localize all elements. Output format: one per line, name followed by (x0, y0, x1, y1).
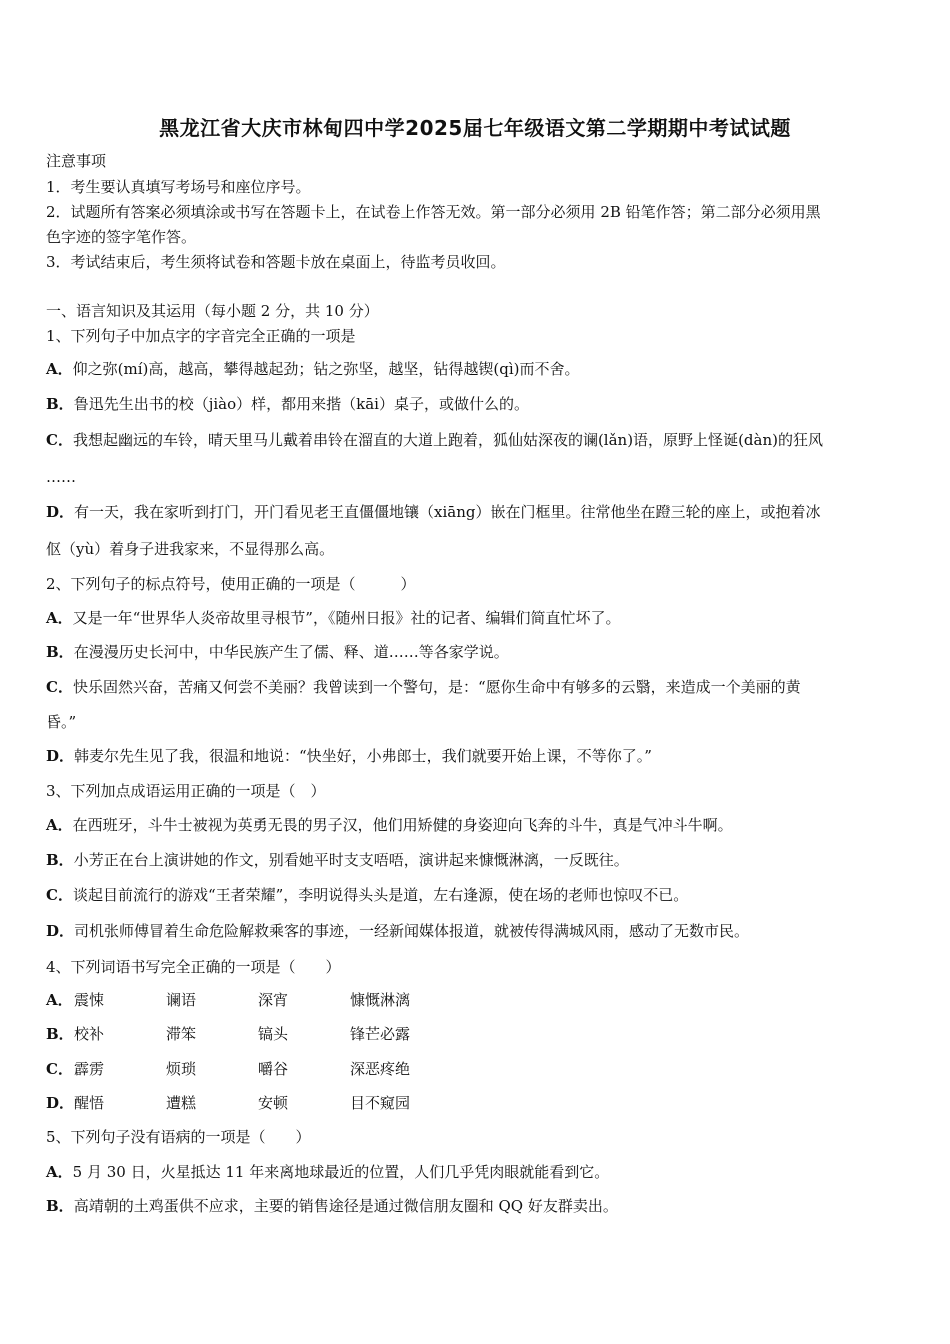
option-text: 鲁迅先生出书的校（jiào）样，都用来揩（kāi）桌子，或做什么的。 (73, 395, 529, 413)
page-title: 黑龙江省大庆市林甸四中学2025届七年级语文第二学期期中考试试题 (159, 116, 791, 140)
question-4-stem: 4、下列词语书写完全正确的一项是（ ） (46, 958, 341, 976)
question-3-option-a (46, 815, 733, 835)
option-text: 仰之弥(mí)高，越高，攀得越起劲；钻之弥坚，越坚，钻得越锲(qì)而不舍。 (72, 360, 580, 378)
option-label: B． (46, 1197, 74, 1215)
word: 嚼谷 (258, 1060, 289, 1078)
option-text: 快乐固然兴奋，苦痛又何尝不美丽？我曾读到一个警句，是：“愿你生命中有够多的云翳，来造成一个美丽的黄 (72, 678, 801, 696)
option-label: B． (46, 395, 74, 413)
option-text: 有一天，我在家听到打门，开门看见老王直僵僵地镶（xiāng）嵌在门框里。往常他坐在蹬三轮的座上，或抱着冰 (74, 503, 821, 521)
option-label: A． (46, 609, 73, 627)
option-text: 小芳正在台上演讲她的作文，别看她平时支支唔唔，演讲起来慷慨淋漓，一反既往。 (73, 851, 629, 869)
option-label: B． (46, 1025, 74, 1043)
word: 遭糕 (166, 1094, 197, 1112)
question-2-option-b (46, 642, 509, 662)
word: 醒悟 (74, 1094, 105, 1112)
section-heading: 一、语言知识及其运用（每小题 2 分，共 10 分） (46, 302, 379, 320)
word: 烦琐 (166, 1060, 197, 1078)
question-3-option-d (46, 921, 749, 941)
question-1-option-a (46, 359, 579, 379)
notice-item: 色字迹的签字笔作答。 (46, 228, 197, 246)
option-label: A． (46, 360, 73, 378)
option-label: C． (46, 431, 73, 449)
option-label: B． (46, 643, 74, 661)
option-text: 司机张师傅冒着生命危险解救乘客的事迹，一经新闻媒体报道，就被传得满城风雨，感动了无数市民。 (74, 922, 750, 940)
option-label: A． (46, 991, 73, 1009)
option-label: D． (46, 503, 75, 521)
option-text: 韩麦尔先生见了我，很温和地说：“快坐好，小弗郎士，我们就要开始上课，不等你了。” (74, 747, 652, 765)
word: 校补 (74, 1025, 105, 1043)
question-1-option-d (46, 502, 820, 522)
option-text: 谈起目前流行的游戏“王者荣耀”，李明说得头头是道，左右逢源，使在场的老师也惊叹不已。 (72, 886, 689, 904)
word: 目不窥园 (350, 1094, 411, 1112)
option-label: C． (46, 1060, 73, 1078)
question-5-option-b (46, 1196, 618, 1216)
word: 深恶疼绝 (350, 1060, 411, 1078)
question-2-option-d (46, 746, 652, 766)
question-3-stem: 3、下列加点成语运用正确的一项是（ ） (46, 782, 326, 800)
question-1-option-b (46, 394, 529, 414)
word: 镐头 (258, 1025, 289, 1043)
question-1-option-d-cont: 伛（yù）着身子进我家来，不显得那么高。 (46, 540, 335, 558)
option-label: D． (46, 747, 75, 765)
word: 谰语 (166, 991, 197, 1009)
option-label: D． (46, 1094, 75, 1112)
option-text: 在西班牙，斗牛士被视为英勇无畏的男子汉，他们用矫健的身姿迎向飞奔的斗牛，真是气冲斗牛啊。 (72, 816, 733, 834)
question-5-stem: 5、下列句子没有语病的一项是（ ） (46, 1128, 311, 1146)
question-1-stem: 1、下列句子中加点字的字音完全正确的一项是 (46, 327, 356, 345)
notice-item: 3．考试结束后，考生须将试卷和答题卡放在桌面上，待监考员收回。 (46, 253, 506, 271)
question-5-option-a (46, 1162, 609, 1182)
word: 锋芒必露 (350, 1025, 411, 1043)
option-label: A． (46, 1163, 73, 1181)
question-2-option-a (46, 608, 620, 628)
option-label: B． (46, 851, 74, 869)
option-text: 高靖朝的土鸡蛋供不应求，主要的销售途径是通过微信朋友圈和 QQ 好友群卖出。 (73, 1197, 618, 1215)
word: 慷慨淋漓 (350, 991, 411, 1009)
notice-item: 1．考生要认真填写考场号和座位序号。 (46, 178, 311, 196)
word: 深宵 (258, 991, 289, 1009)
question-1-option-c (46, 430, 823, 450)
option-text: 5 月 30 日，火星抵达 11 年来离地球最近的位置，人们几乎凭肉眼就能看到它。 (72, 1163, 610, 1181)
option-text: 在漫漫历史长河中，中华民族产生了儒、释、道……等各家学说。 (73, 643, 509, 661)
word: 震悚 (74, 991, 105, 1009)
option-text: 我想起幽远的车铃，晴天里马儿戴着串铃在溜直的大道上跑着，狐仙姑深夜的谰(lǎn)语，原野上怪诞(dàn)的狂风 (72, 431, 823, 449)
notice-heading: 注意事项 (46, 152, 107, 170)
word: 安顿 (258, 1094, 289, 1112)
option-label: C． (46, 886, 73, 904)
option-label: A． (46, 816, 73, 834)
notice-item: 2．试题所有答案必须填涂或书写在答题卡上，在试卷上作答无效。第一部分必须用 2B 铅笔作答；第二部分必须用黑 (46, 203, 821, 221)
question-3-option-b (46, 850, 629, 870)
question-2-option-c (46, 677, 801, 697)
question-3-option-c (46, 885, 688, 905)
question-2-option-c-cont: 昏。” (46, 713, 77, 731)
word: 霹雳 (74, 1060, 105, 1078)
option-label: C． (46, 678, 73, 696)
question-2-stem: 2、下列句子的标点符号，使用正确的一项是（ ） (46, 575, 416, 593)
option-label: D． (46, 922, 75, 940)
option-text: 又是一年“世界华人炎帝故里寻根节”，《随州日报》社的记者、编辑们简直忙坏了。 (72, 609, 621, 627)
word: 滞笨 (166, 1025, 197, 1043)
question-1-option-c-cont: …… (46, 468, 76, 486)
